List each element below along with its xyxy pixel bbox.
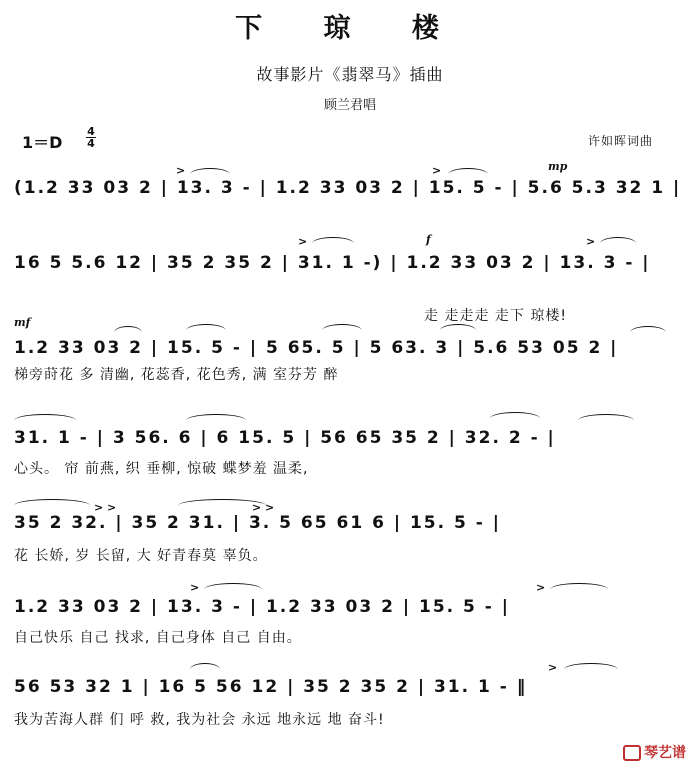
dynamic-f: f: [426, 233, 431, 246]
slur: [190, 168, 230, 181]
slur: [600, 237, 636, 250]
accent-mark: >: [298, 235, 308, 248]
lyric-line: 梯旁莳花 多 清幽, 花蕊香, 花色秀, 满 室芬芳 醉: [14, 367, 339, 383]
slur: [440, 324, 476, 337]
time-signature: [86, 126, 96, 149]
slur: [630, 326, 666, 339]
slur: [14, 499, 90, 512]
accent-mark: >: [548, 661, 558, 674]
score-row-6: [0, 575, 700, 665]
accent-mark: >: [190, 581, 200, 594]
slur: [204, 583, 262, 596]
score-row-2: [0, 233, 700, 335]
notation-line: 35 2 32. | 35 2 31. | 3. 5 65 61 6 | 15. 5 - |: [14, 513, 501, 533]
lyric-line: 走 走走走 走下 琼楼!: [424, 308, 567, 324]
score-row-7: [0, 655, 700, 745]
time-signature-top: 4: [87, 125, 95, 138]
notation-line: (1.2 33 03 2 | 13. 3 - | 1.2 33 03 2 | 15. 5 - | 5.6 5.3 32 1 |: [14, 178, 682, 198]
slur: [578, 414, 634, 427]
page-title: 下 琼 楼: [235, 13, 465, 44]
composer-credit: 许如晖词曲: [588, 134, 654, 148]
notation-line: 31. 1 - | 3 56. 6 | 6 15. 5 | 56 65 35 2 | 32. 2 - |: [14, 428, 556, 448]
notation-line: 56 53 32 1 | 16 5 56 12 | 35 2 35 2 | 31. 1 - ‖: [14, 677, 528, 697]
subtitle: 故事影片《翡翠马》插曲: [256, 65, 444, 84]
key-signature: 1＝D: [22, 133, 63, 152]
slur: [448, 168, 488, 181]
accent-mark: >: [586, 235, 596, 248]
watermark: [623, 742, 686, 762]
accent-mark: >: [176, 164, 186, 177]
singer-credit: 顾兰君唱: [323, 98, 376, 113]
watermark-logo-icon: [623, 745, 641, 761]
lyric-line: 自己快乐 自己 找求, 自己身体 自己 自由。: [14, 630, 302, 646]
lyric-line: 花 长娇, 岁 长留, 大 好青春莫 辜负。: [14, 548, 268, 564]
slur: [564, 663, 618, 676]
score-row-5: [0, 495, 700, 585]
time-signature-bottom: 4: [87, 137, 95, 150]
accent-mark: >: [432, 164, 442, 177]
accent-mark: >: [536, 581, 546, 594]
slur: [190, 663, 220, 676]
score-row-4: [0, 410, 700, 500]
slur: [114, 326, 142, 339]
dynamic-mf: mf: [14, 316, 31, 329]
notation-line: 16 5 5.6 12 | 35 2 35 2 | 31. 1 -) | 1.2 33 03 2 | 13. 3 - |: [14, 253, 651, 273]
slur: [312, 237, 354, 250]
lyric-line: 心头。 帘 前燕, 织 垂柳, 惊破 蝶梦羞 温柔,: [14, 461, 309, 477]
dynamic-mp: mp: [548, 160, 568, 173]
slur: [14, 414, 76, 427]
slur: [186, 414, 246, 427]
notation-line: 1.2 33 03 2 | 15. 5 - | 5 65. 5 | 5 63. 3 | 5.6 53 05 2 |: [14, 338, 619, 358]
watermark-text: 琴艺谱: [644, 745, 686, 761]
slur: [490, 412, 540, 425]
accent-mark: > >: [252, 501, 275, 514]
lyric-line: 我为苦海人群 们 呼 救, 我为社会 永远 地永远 地 奋斗!: [14, 712, 385, 728]
slur: [186, 324, 226, 337]
slur: [550, 583, 608, 596]
notation-line: 1.2 33 03 2 | 13. 3 - | 1.2 33 03 2 | 15. 5 - |: [14, 597, 510, 617]
slur: [322, 324, 362, 337]
accent-mark: > >: [94, 501, 117, 514]
